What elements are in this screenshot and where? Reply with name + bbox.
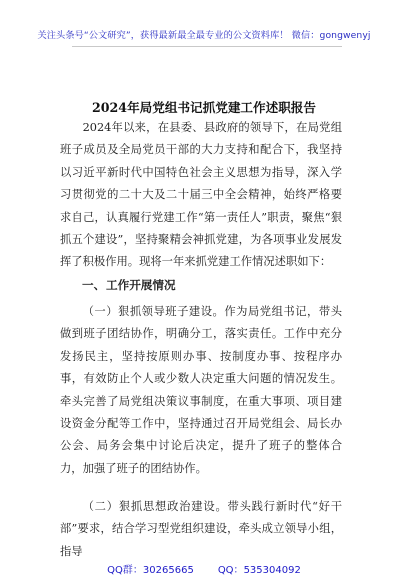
footer-contact bbox=[0, 561, 408, 576]
qq-group-label: QQ群： bbox=[107, 565, 143, 576]
item-2-paragraph bbox=[60, 496, 342, 563]
item-1-text: （一）狠抓领导班子建设。作为局党组书记，带头做到班子团结协作，明确分工，落实责任。工作中充分发扬民主，坚持按原则办事、按制度办事、按程序办事，有效防止个人或少数人决定重大问题的情况发生。牵头完善了局党组决策议事制度，在重大事项、项目建设资金分配等工作中，坚持通过召开局党组会、局长办公会、局务会集中讨论后决定，提升了班子的整体合力，加强了班子的团结协作。 bbox=[60, 305, 342, 475]
item-1-paragraph bbox=[60, 301, 342, 480]
header-banner-text: 关注头条号“公文研究”，获得最新最全最专业的公文资料库！ 微信：gongwenyj bbox=[37, 30, 371, 41]
header-divider bbox=[72, 46, 342, 47]
item-2-text: （二）狠抓思想政治建设。带头践行新时代“好干部”要求，结合学习型党组织建设，牵头成立领导小组，指导 bbox=[60, 500, 342, 558]
intro-text: 2024年以来，在县委、县政府的领导下，在局党组班子成员及全局党员干部的大力支持和配合下，我坚持以习近平新时代中国特色社会主义思想为指导，深入学习贯彻党的二十大及二十届三中全会精神，始终严格要求自己，认真履行党建工作“第一责任人”职责，聚焦“狠抓五个建设”，坚持聚精会神抓党建，为各项事业发展发挥了积极作用。现将一年来抓党建工作情况述职如下： bbox=[60, 121, 342, 269]
qq-group-number[interactable]: 30265665 bbox=[142, 565, 194, 576]
section-number: 一、 bbox=[82, 278, 106, 292]
section-heading-text: 工作开展情况 bbox=[106, 278, 176, 292]
document-title: 2024年局党组书记抓党建工作述职报告 bbox=[92, 100, 316, 115]
qq-number[interactable]: 535304092 bbox=[243, 565, 301, 576]
intro-paragraph bbox=[60, 117, 342, 274]
section-heading-1 bbox=[60, 277, 176, 293]
qq-label: QQ： bbox=[217, 565, 244, 576]
header-banner[interactable] bbox=[0, 27, 408, 41]
